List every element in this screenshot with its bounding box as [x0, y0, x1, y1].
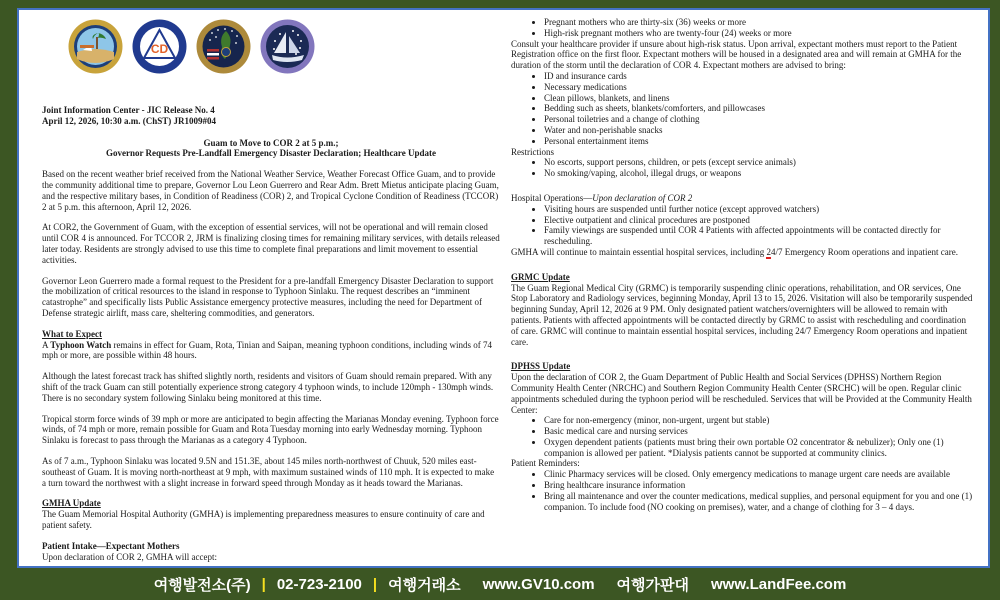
spellcheck-mark: 2: [766, 246, 771, 257]
footer-separator: |: [261, 576, 266, 593]
list-item: • Visiting hours are suspended until further notice (except approved watchers): [544, 204, 973, 215]
list-item: • Personal entertainment items: [544, 136, 973, 147]
patient-reminders-list: [511, 469, 973, 512]
release-number-line: Joint Information Center - JIC Release No. 4: [42, 105, 215, 115]
list-item: • Clinic Pharmacy services will be closed. Only emergency medications to manage urgent care needs are available: [544, 469, 973, 480]
list-item: • Bedding such as sheets, blankets/comforters, and pillowcases: [544, 103, 973, 114]
list-item: • High-risk pregnant mothers who are twenty-four (24) weeks or more: [544, 28, 973, 39]
typhoon-watch-prefix: A: [42, 339, 51, 350]
heading-patient-intake: Patient Intake—Expectant Mothers: [42, 540, 180, 551]
typhoon-watch-rest: remains in effect for Guam, Rota, Tinian and Saipan, meaning typhoon conditions, including winds of 74 mph or more, are possible within 48 hours.: [42, 339, 493, 361]
list-item: • Water and non-perishable snacks: [544, 125, 973, 136]
paragraph-dphss-intro: Upon the declaration of COR 2, the Guam Department of Public Health and Social Services (DPHSS) Northern Region Community Health Center (NRCHC) and Southern Region Community Health Center (SRCHC) will be open. Regular clinic appointments scheduled during the typhoon period will be rescheduled. Services that will be Provided at the Community Health Center:: [511, 372, 972, 415]
list-item: • Oxygen dependent patients (patients must bring their own portable O2 concentrator & nebulizer); Only one (1) companion is allowed per patient. *Dialysis patients cannot be supported at community clinics.: [544, 437, 973, 459]
community-health-services-list: [511, 415, 973, 458]
list-item: • Bring healthcare insurance information: [544, 480, 973, 491]
paragraph-sinlaku-position: As of 7 a.m., Typhoon Sinlaku was located 9.5N and 151.3E, about 145 miles north-northwest of Chuuk, 520 miles east-southeast of Guam. It is moving north-northeast at 9 mph, with maximum sustained winds of 110 mph. It is expected to make a turn toward the northwest with a slight increase in forward speed through Monday as it heads toward the Marianas.: [42, 455, 495, 488]
list-item: • Basic medical care and nursing services: [544, 426, 973, 437]
paragraph-gmha-preparedness: The Guam Memorial Hospital Authority (GMHA) is implementing preparedness measures to ensure continuity of care and patient safety.: [42, 509, 485, 530]
footer-separator: |: [372, 576, 378, 593]
hospital-operations-condition: Upon declaration of COR 2: [592, 192, 693, 203]
restrictions-list: [511, 157, 973, 179]
list-item: • Clean pillows, blankets, and linens: [544, 93, 973, 104]
heading-hospital-operations: [511, 193, 973, 204]
paragraph-storm-winds: Tropical storm force winds of 39 mph or more are anticipated to begin affecting the Marianas Monday evening. Typhoon force winds, of 74 mph or more, remain possible for Guam and Rota Tuesday morning into early Wednesday morning. Typhoon Sinlaku is forecast to pass through the Marianas as a category 4 Typhoon.: [42, 413, 499, 446]
guam-national-guard-seal-icon: [196, 19, 251, 74]
list-item: • Necessary medications: [544, 82, 973, 93]
hospital-operations-list: [511, 204, 973, 247]
paragraph-gmha-continuity: [511, 247, 973, 258]
items-to-bring-list: [511, 71, 973, 147]
footer-banner: [0, 569, 1000, 600]
list-item: • Elective outpatient and clinical procedures are postponed: [544, 215, 973, 226]
list-item: • Family viewings are suspended until COR 4 Patients with affected appointments will be contacted directly for rescheduling.: [544, 225, 973, 247]
list-item: • ID and insurance cards: [544, 71, 973, 82]
release-date-line: April 12, 2026, 10:30 a.m. (ChST) JR1009#04: [42, 115, 217, 126]
list-item: • Care for non-emergency (minor, non-urgent, urgent but stable): [544, 415, 973, 426]
footer-phone-number: 02-723-2100: [276, 576, 362, 593]
paragraph-weather-brief: Based on the recent weather brief received from the National Weather Service, Weather Forecast Office Guam, and to provide the community additional time to prepare, Governor Lou Leon Guerrero and Rear Adm. Brett Mietus anticipate placing Guam, and the respective military bases, in Condition of Readiness (COR) 2, and Tropical Cyclone Condition of Readiness (TCCOR) 2 at 5 p.m. this afternoon, April 12, 2026.: [42, 169, 499, 212]
footer-travel-stand-label: 여행가판대: [616, 577, 689, 594]
paragraph-forecast-track: Although the latest forecast track has shifted slightly north, residents and visitors of Guam should remain prepared. With any shift of the track Guam can still potentially experience strong category 4 typhoon winds, to include 120mph - 130mph winds. There is no secondary system following Sinlaku being monitored at this time.: [42, 371, 494, 403]
svg-text:CD: CD: [150, 42, 169, 56]
paragraph-consult-provider: Consult your healthcare provider if unsure about high-risk status. Upon arrival, expectant mothers must report to the Patient Registration office on the first floor. Expectant mothers will be housed in a designated area and will remain at GMHA for the duration of the storm until the declaration of COR 4. Expectant mothers are advised to bring:: [511, 38, 962, 71]
gmha-continuity-pre: GMHA will continue to maintain essential hospital services, including: [511, 246, 767, 257]
paragraph-cor2-closures: At COR2, the Government of Guam, with the exception of essential services, will not be operational and will remain closed until COR 4 is announced. For TCCOR 2, JRM is finalizing closing times for remaining military services, with details released later today. Residents are strongly advised to use this time to complete final preparations and limit movement to essential activities.: [42, 222, 500, 265]
footer-company-name: 여행발전소(주): [153, 577, 251, 594]
hospital-operations-prefix: Hospital Operations—: [511, 192, 593, 203]
paragraph-typhoon-watch: [42, 340, 500, 362]
guam-civil-defense-seal-icon: [132, 19, 187, 74]
list-item: • No escorts, support persons, children, or pets (except service animals): [544, 157, 973, 168]
restrictions-label: Restrictions: [511, 146, 554, 157]
heading-grmc-update: GRMC Update: [511, 271, 570, 282]
patient-reminders-label: Patient Reminders:: [511, 458, 580, 469]
release-header: [42, 105, 500, 127]
footer-gv10-link[interactable]: www.GV10.com: [482, 576, 595, 593]
paragraph-intake-intro: Upon declaration of COR 2, GMHA will accept:: [42, 551, 217, 562]
right-column: [511, 17, 973, 512]
list-item: • Bring all maintenance and over the counter medications, medical supplies, and personal equipment for you and one (1) companion. To include food (NO cooking on premises), water, and a change of clothing for 3 – 4 days.: [544, 491, 973, 513]
accepted-patients-list: [511, 17, 973, 39]
heading-what-to-expect: What to Expect: [42, 328, 102, 339]
footer-travel-exchange-label: 여행거래소: [388, 577, 461, 594]
governor-of-guam-seal-icon: [68, 19, 123, 74]
footer-landfee-link[interactable]: www.LandFee.com: [711, 576, 847, 593]
heading-dphss-update: DPHSS Update: [511, 361, 571, 372]
heading-gmha-update: GMHA Update: [42, 498, 101, 509]
list-item: • Pregnant mothers who are thirty-six (36) weeks or more: [544, 17, 973, 28]
list-item: • Personal toiletries and a change of clothing: [544, 114, 973, 125]
paragraph-disaster-declaration: Governor Leon Guerrero made a formal request to the President for a pre-landfall Emergency Disaster Declaration to support the mobilization of critical resources to the island in response to Typhoon Sinlaku. The request describes an “imminent catastrophe” and specifically lists Public Assistance emergency protective measures, including the need for Department of Defense strategic airlift, mass care, sheltering commodities, and generators.: [42, 275, 494, 318]
press-release-document: [17, 8, 990, 568]
title-line-1: Guam to Move to COR 2 at 5 p.m.;: [203, 137, 339, 148]
list-item: • No smoking/vaping, alcohol, illegal drugs, or weapons: [544, 168, 973, 179]
paragraph-grmc-body: The Guam Regional Medical City (GRMC) is temporarily suspending clinic operations, rehabilitation, and OR services, One Stop Laboratory and Radiology services, beginning Monday, April 13 to 15, 2026. Visitation will also be temporarily suspended beginning Sunday, April 12, 2026 at 9 PM. Only designated patient watchers/overnighters will be allowed to remain with patients. Patients with affected appointments will be contacted directly by GRMC to assist with rescheduling and coordination of care. GRMC will continue to maintain essential hospital services, including 24/7 Emergency Room operations and inpatient care.: [511, 282, 973, 347]
typhoon-watch-bold: Typhoon Watch: [50, 339, 112, 350]
agency-seals-row: [68, 19, 500, 74]
release-title: [42, 138, 500, 160]
left-column: [42, 10, 500, 562]
joint-region-marianas-seal-icon: [260, 19, 315, 74]
gmha-continuity-post: 4/7 Emergency Room operations and inpatient care.: [770, 246, 958, 257]
title-line-2: Governor Requests Pre-Landfall Emergency Disaster Declaration; Healthcare Update: [105, 148, 437, 159]
